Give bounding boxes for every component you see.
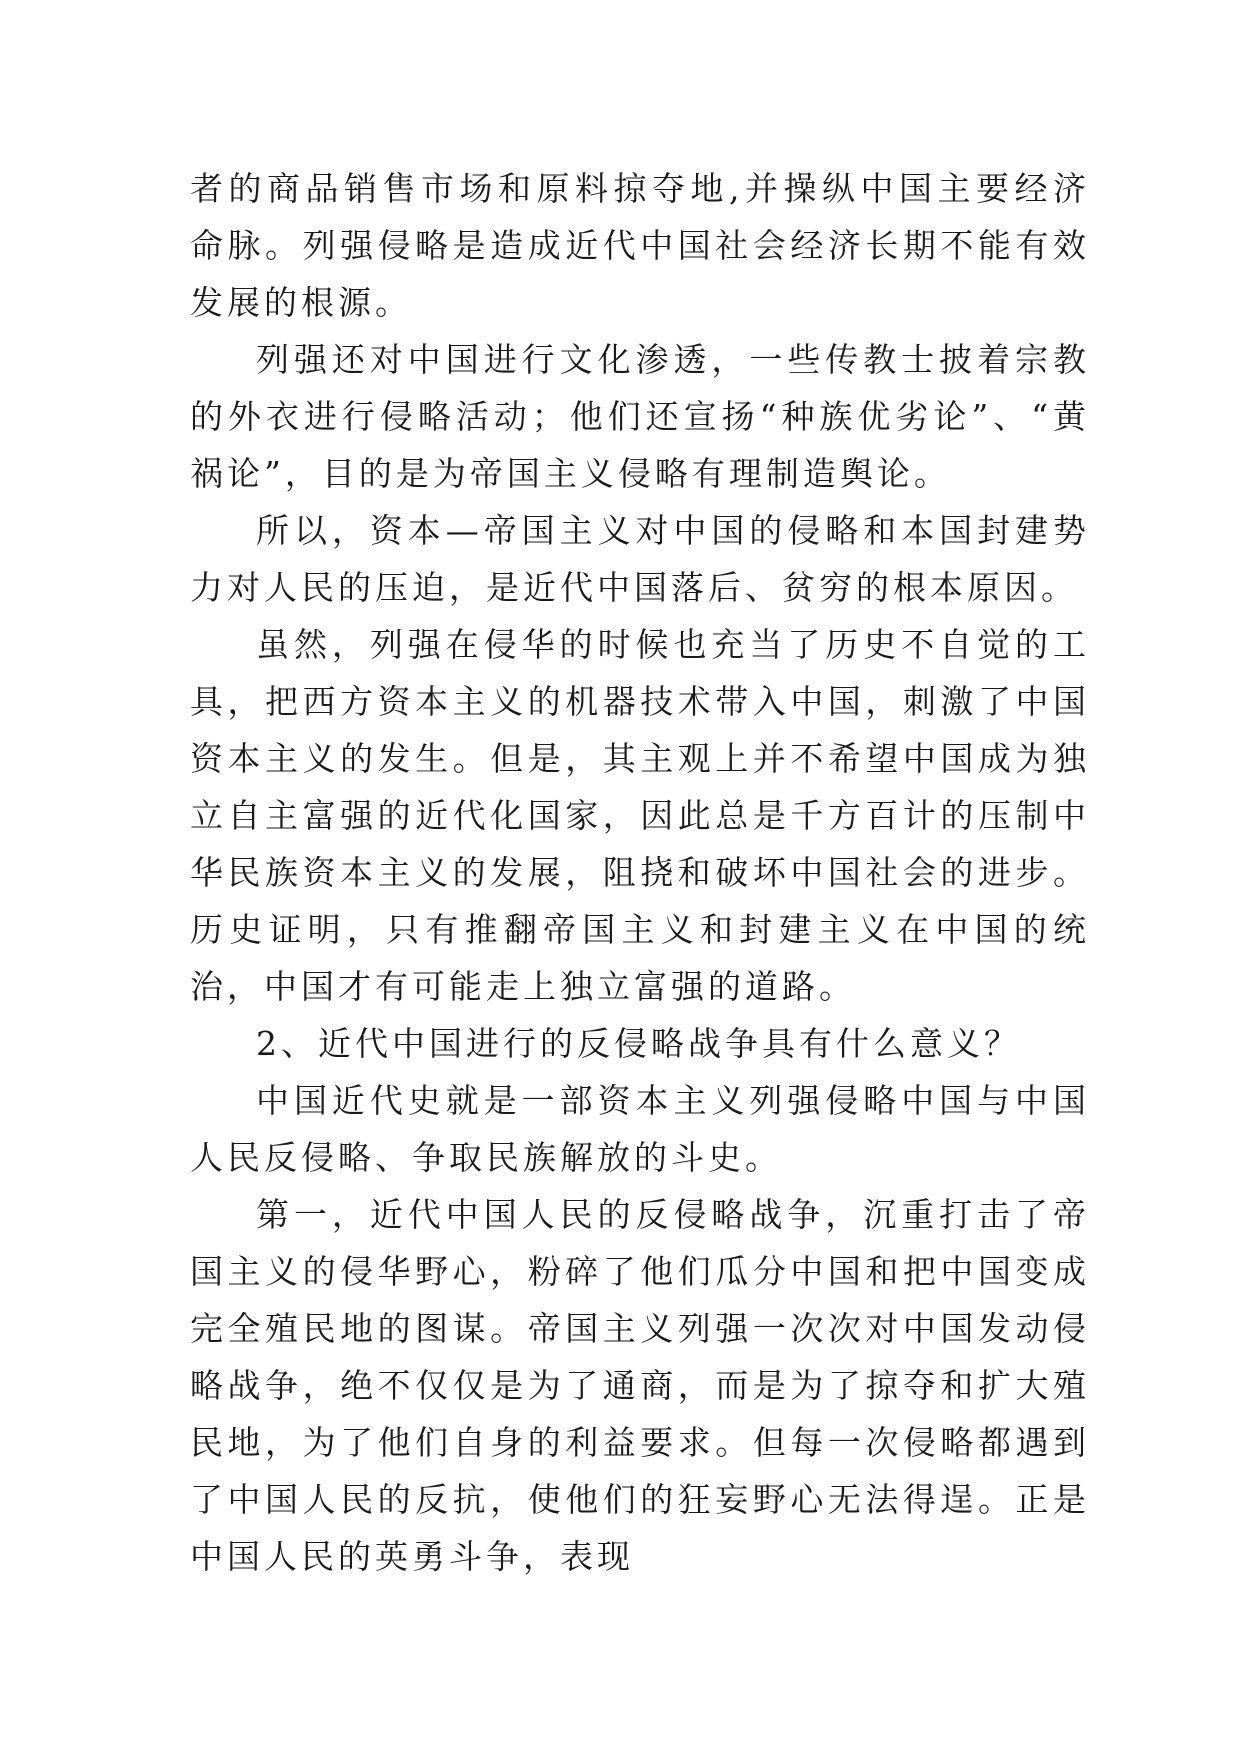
paragraph-continuation: 者的商品销售市场和原料掠夺地,并操纵中国主要经济命脉。列强侵略是造成近代中国社会经济长期不能有效发展的根源。: [190, 169, 1090, 322]
question-heading: 2、近代中国进行的反侵略战争具有什么意义？: [256, 1024, 1021, 1063]
paragraph-modern-history: 中国近代史就是一部资本主义列强侵略中国与中国人民反侵略、争取民族解放的斗史。: [190, 1081, 1090, 1177]
paragraph-first-point: 第一，近代中国人民的反侵略战争，沉重打击了帝国主义的侵华野心，粉碎了他们瓜分中国和把中国变成完全殖民地的图谋。帝国主义列强一次次对中国发动侵略战争，绝不仅仅是为了通商，而是为了掠夺和扩大殖民地，为了他们自身的利益要求。但每一次侵略都遇到了中国人民的反抗，使他们的狂妄野心无法得逞。正是中国人民的英勇斗争，表现: [190, 1195, 1090, 1576]
paragraph-unconscious-tool: 虽然，列强在侵华的时候也充当了历史不自觉的工具，把西方资本主义的机器技术带入中国，刺激了中国资本主义的发生。但是，其主观上并不希望中国成为独立自主富强的近代化国家，因此总是千方百计的压制中华民族资本主义的发展，阻挠和破坏中国社会的进步。历史证明，只有推翻帝国主义和封建主义在中国的统治，中国才有可能走上独立富强的道路。: [190, 625, 1090, 1006]
paragraph-cultural-infiltration: 列强还对中国进行文化渗透，一些传教士披着宗教的外衣进行侵略活动；他们还宣扬“种族优劣论”、“黄祸论”，目的是为帝国主义侵略有理制造舆论。: [190, 340, 1090, 493]
paragraph-root-cause: 所以，资本—帝国主义对中国的侵略和本国封建势力对人民的压迫，是近代中国落后、贫穷的根本原因。: [190, 511, 1090, 607]
document-body: [190, 160, 1090, 1585]
